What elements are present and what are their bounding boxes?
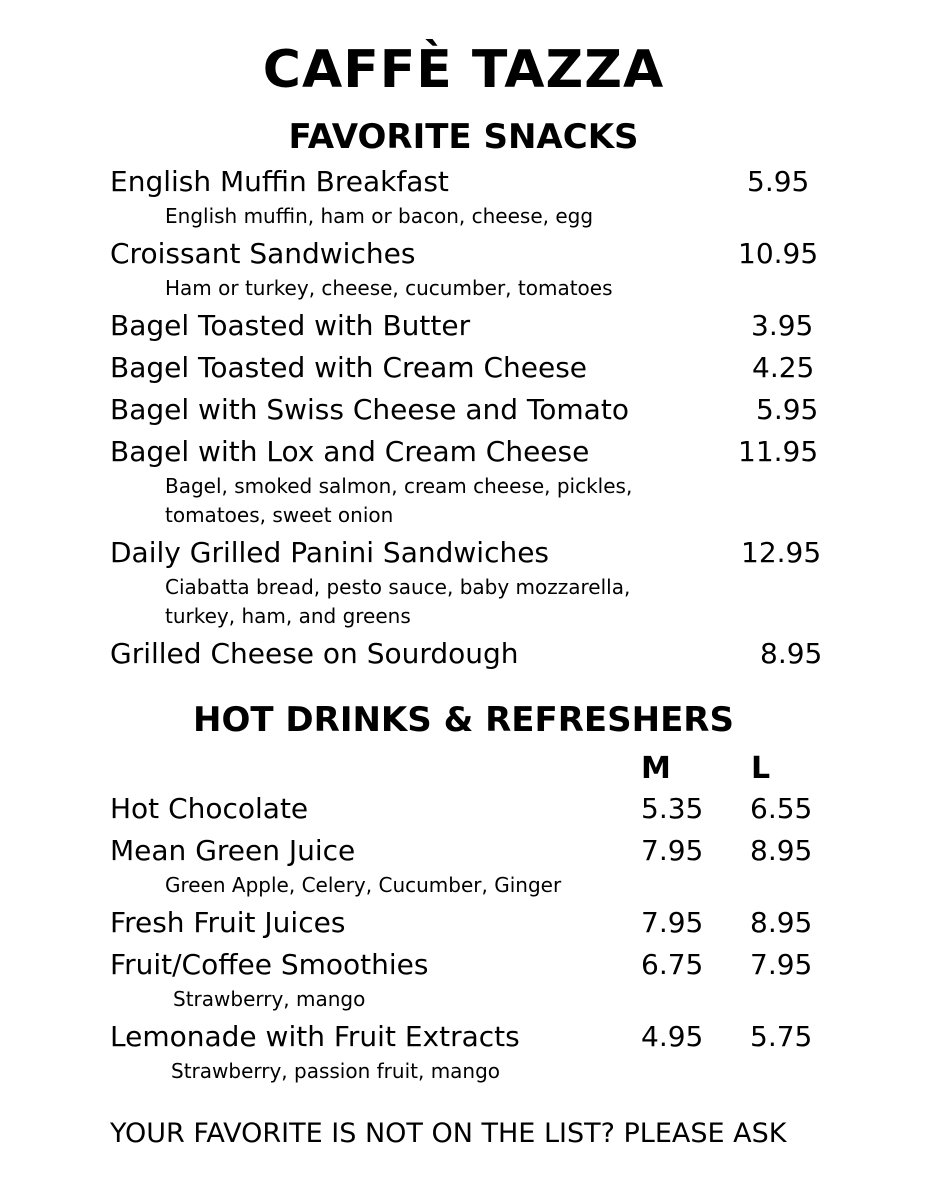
item-price-large: 7.95	[750, 948, 813, 981]
menu-item	[110, 906, 830, 951]
item-name: Mean Green Juice	[110, 834, 356, 867]
item-price: 11.95	[738, 435, 819, 468]
item-name: Croissant Sandwiches	[110, 237, 416, 270]
item-name: Fruit/Coffee Smoothies	[110, 948, 429, 981]
footer-note: YOUR FAVORITE IS NOT ON THE LIST? PLEASE ASK	[110, 1118, 787, 1149]
menu-item	[110, 948, 830, 1014]
item-price-medium: 7.95	[641, 834, 704, 867]
menu-item	[110, 237, 830, 303]
item-price-large: 5.75	[750, 1020, 813, 1053]
menu-item	[110, 351, 830, 396]
menu-item	[110, 1020, 830, 1086]
item-description: Strawberry, passion fruit, mango	[171, 1059, 501, 1083]
item-price: 4.25	[752, 351, 815, 384]
item-name: Bagel with Lox and Cream Cheese	[110, 435, 590, 468]
menu-item	[110, 834, 830, 900]
menu-item	[110, 435, 830, 530]
item-description: Bagel, smoked salmon, cream cheese, pickles, tomatoes, sweet onion	[165, 474, 633, 527]
drinks-list	[110, 792, 830, 1095]
item-name: Bagel with Swiss Cheese and Tomato	[110, 393, 629, 426]
item-name: Fresh Fruit Juices	[110, 906, 346, 939]
item-name: Daily Grilled Panini Sandwiches	[110, 536, 550, 569]
snacks-list	[110, 165, 830, 682]
item-name: Lemonade with Fruit Extracts	[110, 1020, 520, 1053]
item-name: Bagel Toasted with Butter	[110, 309, 471, 342]
item-price-large: 8.95	[750, 834, 813, 867]
item-description: Green Apple, Celery, Cucumber, Ginger	[165, 873, 562, 897]
menu-item	[110, 309, 830, 354]
drinks-heading: HOT DRINKS & REFRESHERS	[193, 700, 734, 740]
item-price-medium: 6.75	[641, 948, 704, 981]
item-price-large: 6.55	[750, 792, 813, 825]
menu-item	[110, 536, 830, 631]
menu-item	[110, 165, 830, 231]
item-name: Hot Chocolate	[110, 792, 309, 825]
item-price: 3.95	[751, 309, 814, 342]
size-large-header: L	[751, 751, 771, 786]
size-medium-header: M	[641, 751, 671, 786]
item-price-medium: 5.35	[641, 792, 704, 825]
item-price-medium: 7.95	[641, 906, 704, 939]
snacks-heading: FAVORITE SNACKS	[288, 117, 639, 157]
item-price-large: 8.95	[750, 906, 813, 939]
item-description: Ciabatta bread, pesto sauce, baby mozzarella, turkey, ham, and greens	[165, 575, 631, 628]
item-price-medium: 4.95	[641, 1020, 704, 1053]
menu-item	[110, 637, 830, 682]
cafe-title: CAFFÈ TAZZA	[262, 40, 665, 100]
menu-item	[110, 393, 830, 438]
item-description: Ham or turkey, cheese, cucumber, tomatoes	[165, 276, 613, 300]
item-name: Grilled Cheese on Sourdough	[110, 637, 519, 670]
item-price: 8.95	[760, 637, 823, 670]
item-price: 10.95	[738, 237, 819, 270]
item-name: English Muffin Breakfast	[110, 165, 449, 198]
item-name: Bagel Toasted with Cream Cheese	[110, 351, 588, 384]
item-price: 5.95	[756, 393, 819, 426]
item-price: 5.95	[747, 165, 810, 198]
item-description: Strawberry, mango	[173, 987, 366, 1011]
menu-item	[110, 792, 830, 837]
item-description: English muffin, ham or bacon, cheese, egg	[165, 204, 594, 228]
item-price: 12.95	[741, 536, 822, 569]
